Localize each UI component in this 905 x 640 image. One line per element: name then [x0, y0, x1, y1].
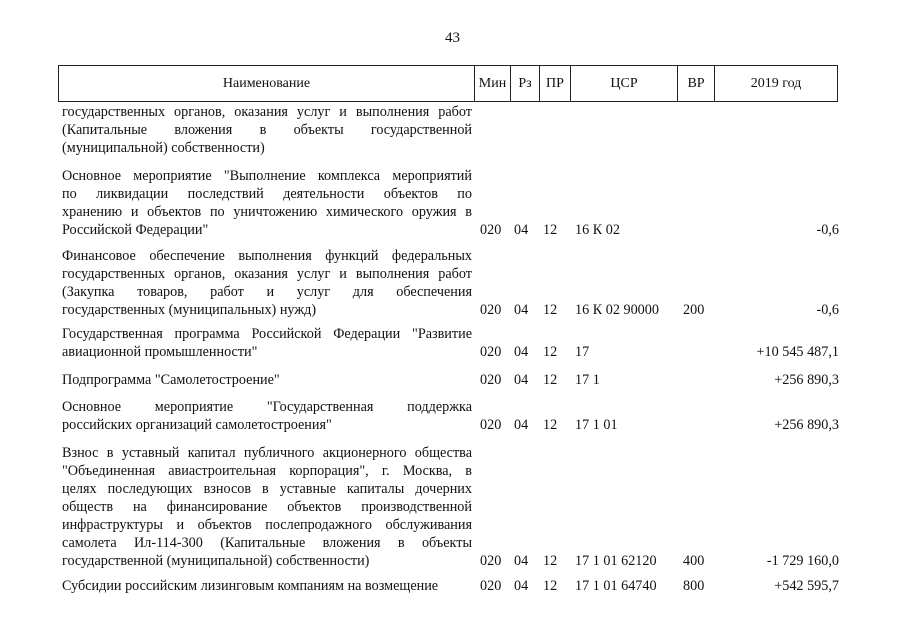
row-name [62, 247, 472, 319]
row-rz: 04 [514, 302, 529, 318]
header-year: 2019 год [714, 66, 837, 101]
row-rz: 04 [514, 417, 529, 433]
row-rz: 04 [514, 578, 529, 594]
row-min: 020 [480, 553, 502, 569]
row-name [62, 325, 472, 361]
row-vr: 800 [683, 578, 705, 594]
row-name [62, 371, 472, 389]
row-rz: 04 [514, 372, 529, 388]
row-rz: 04 [514, 344, 529, 360]
row-pr: 12 [543, 417, 558, 433]
row-name-line: Основное мероприятие "Государственная поддержка [62, 399, 472, 415]
page-number: 43 [445, 30, 460, 46]
row-min: 020 [480, 417, 502, 433]
row-name-line: Российской Федерации" [62, 222, 209, 238]
header-name: Наименование [222, 75, 311, 91]
row-name [62, 577, 472, 595]
row-name-line: Подпрограмма "Самолетостроение" [62, 372, 280, 388]
header-rz: Рз [510, 66, 539, 101]
row-csr: 16 К 02 90000 [575, 302, 659, 318]
row-csr: 17 1 01 [575, 417, 618, 433]
row-name-line: Взнос в уставный капитал публичного акционерного общества [62, 445, 472, 461]
header-csr: ЦСР [570, 66, 677, 101]
row-min: 020 [480, 344, 502, 360]
row-csr: 16 К 02 [575, 222, 620, 238]
row-vr: 200 [683, 302, 705, 318]
row-name [62, 444, 472, 570]
header-vr: ВР [677, 66, 714, 101]
row-min: 020 [480, 372, 502, 388]
row-name-line: государственных органов, оказания услуг и выполнения работ [62, 104, 472, 120]
row-name-line: самолета Ил-114-300 (Капитальные вложения в объекты [62, 535, 472, 551]
row-name-line: (муниципальной) собственности) [62, 140, 265, 156]
row-vr: 400 [683, 553, 705, 569]
row-min: 020 [480, 222, 502, 238]
row-pr: 12 [543, 578, 558, 594]
row-name-line: государственной (муниципальной) собственности) [62, 553, 370, 569]
row-pr: 12 [543, 302, 558, 318]
row-name [62, 167, 472, 239]
row-pr: 12 [543, 344, 558, 360]
row-name-line: Государственная программа Российской Федерации "Развитие [62, 326, 472, 342]
table-header [58, 65, 838, 102]
header-min: Мин [474, 66, 510, 101]
row-name-line: Основное мероприятие "Выполнение комплекса мероприятий [62, 168, 472, 184]
row-name-line: Финансовое обеспечение выполнения функций федеральных [62, 248, 472, 264]
row-value: -0,6 [816, 302, 839, 318]
row-pr: 12 [543, 553, 558, 569]
row-csr: 17 1 [575, 372, 600, 388]
row-name-line: авиационной промышленности" [62, 344, 258, 360]
row-value: -0,6 [816, 222, 839, 238]
row-name-line: государственных (муниципальных) нужд) [62, 302, 317, 318]
row-value: +256 890,3 [774, 372, 839, 388]
row-name-line: российских организаций самолетостроения" [62, 417, 332, 433]
row-value: -1 729 160,0 [766, 553, 839, 569]
row-name-line: инфраструктуры и объектов послепродажного обслуживания [62, 517, 472, 533]
row-value: +256 890,3 [774, 417, 839, 433]
row-name-line: хранению и объектов по уничтожению химического оружия в [62, 204, 472, 220]
row-name-line: обществ на финансирование объектов производственной [62, 499, 472, 515]
row-name-line: (Капитальные вложения в объекты государственной [62, 122, 472, 138]
row-rz: 04 [514, 553, 529, 569]
row-name-line: Субсидии российским лизинговым компаниям на возмещение [62, 578, 439, 594]
row-min: 020 [480, 302, 502, 318]
row-name [62, 103, 472, 157]
header-pr: ПР [539, 66, 570, 101]
row-pr: 12 [543, 372, 558, 388]
row-name-line: (Закупка товаров, работ и услуг для обеспечения [62, 284, 472, 300]
row-csr: 17 1 01 62120 [575, 553, 657, 569]
row-name-line: "Объединенная авиастроительная корпорация", г. Москва, в [62, 463, 472, 479]
row-name-line: целях последующих взносов в уставные капиталы дочерних [62, 481, 472, 497]
row-name-line: государственных органов, оказания услуг и выполнения работ [62, 266, 472, 282]
row-csr: 17 [575, 344, 590, 360]
row-rz: 04 [514, 222, 529, 238]
row-pr: 12 [543, 222, 558, 238]
row-value: +10 545 487,1 [756, 344, 839, 360]
row-csr: 17 1 01 64740 [575, 578, 657, 594]
row-min: 020 [480, 578, 502, 594]
row-name-line: по ликвидации последствий деятельности объектов по [62, 186, 472, 202]
row-name [62, 398, 472, 434]
row-value: +542 595,7 [774, 578, 839, 594]
